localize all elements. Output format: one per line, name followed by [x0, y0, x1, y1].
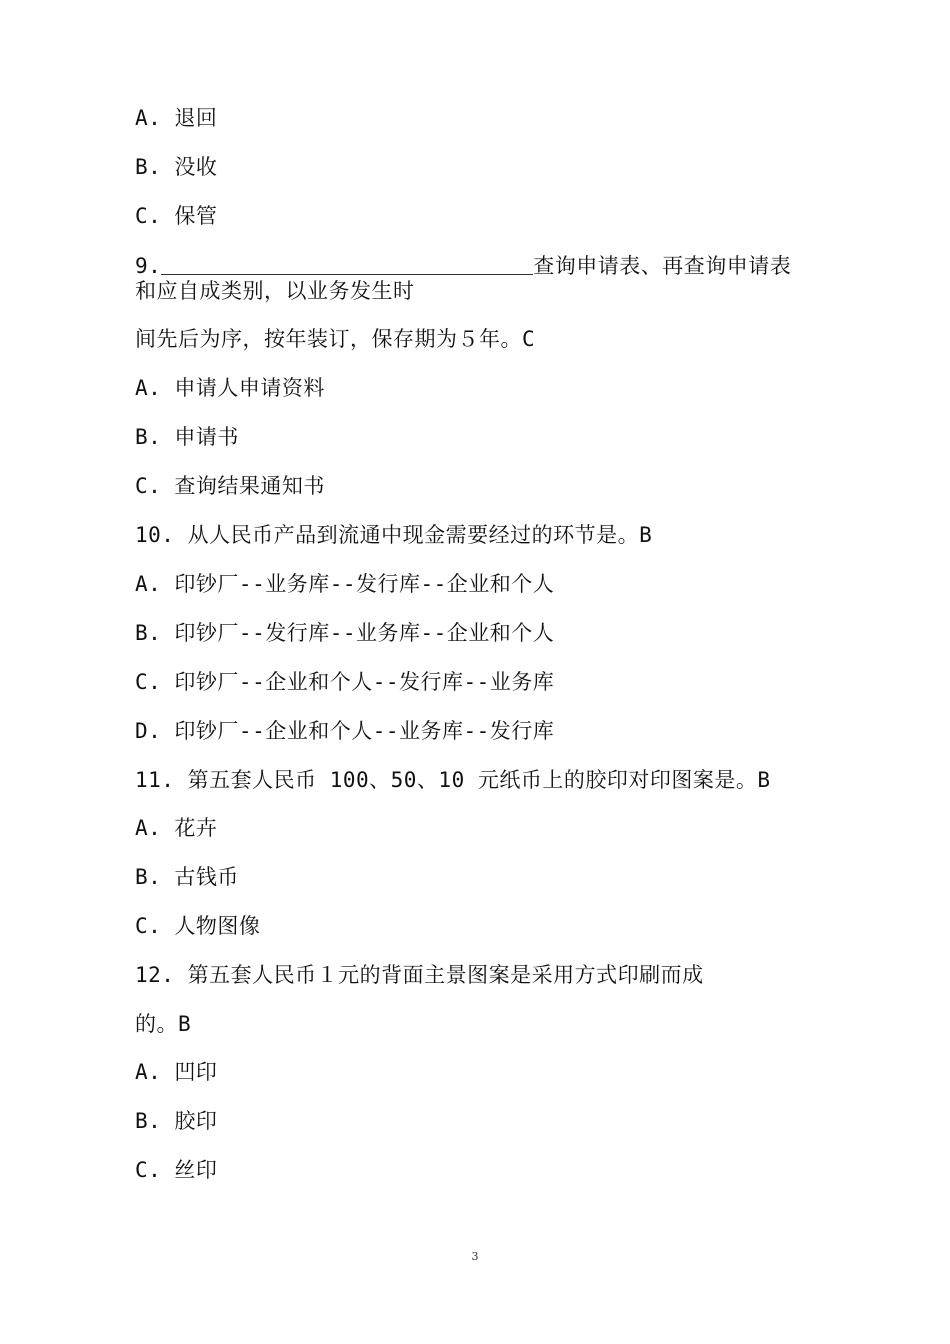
q12-stem-line1: 12. 第五套人民币１元的背面主景图案是采用方式印刷而成: [135, 963, 704, 987]
q9-option-b: B. 申请书: [135, 425, 239, 449]
q10-option-a: A. 印钞厂--业务库--发行库--企业和个人: [135, 572, 555, 596]
q9-option-c: C. 查询结果通知书: [135, 474, 325, 498]
q9-stem-text: 查询申请表、再查询申请表: [533, 254, 792, 278]
q10-option-c: C. 印钞厂--企业和个人--发行库--业务库: [135, 670, 555, 694]
q8-option-a: A. 退回: [135, 106, 218, 130]
q10-option-d: D. 印钞厂--企业和个人--业务库--发行库: [135, 719, 555, 743]
q10-stem: 10. 从人民币产品到流通中现金需要经过的环节是。B: [135, 523, 653, 547]
q11-option-b: B. 古钱币: [135, 865, 239, 889]
q11-option-c: C. 人物图像: [135, 914, 261, 938]
q12-option-b: B. 胶印: [135, 1109, 218, 1133]
q10-option-b: B. 印钞厂--发行库--业务库--企业和个人: [135, 621, 555, 645]
q9-option-a: A. 申请人申请资料: [135, 376, 325, 400]
q12-stem-line2: 的。B: [135, 1012, 192, 1036]
q11-option-a: A. 花卉: [135, 816, 218, 840]
fill-in-blank: [161, 254, 533, 275]
q8-option-c: C. 保管: [135, 204, 218, 228]
q8-option-b: B. 没收: [135, 155, 218, 179]
q9-stem-line2: 和应自成类别，以业务发生时: [135, 279, 415, 303]
q12-option-c: C. 丝印: [135, 1158, 218, 1182]
q9-stem-line1: [135, 253, 791, 279]
q9-number: 9.: [135, 254, 162, 278]
page-number: 3: [471, 1250, 479, 1263]
q9-stem-line3: 间先后为序，按年装订，保存期为５年。C: [135, 327, 536, 351]
q11-stem: 11. 第五套人民币 100、50、10 元纸币上的胶印对印图案是。B: [135, 768, 771, 792]
q12-option-a: A. 凹印: [135, 1060, 218, 1084]
